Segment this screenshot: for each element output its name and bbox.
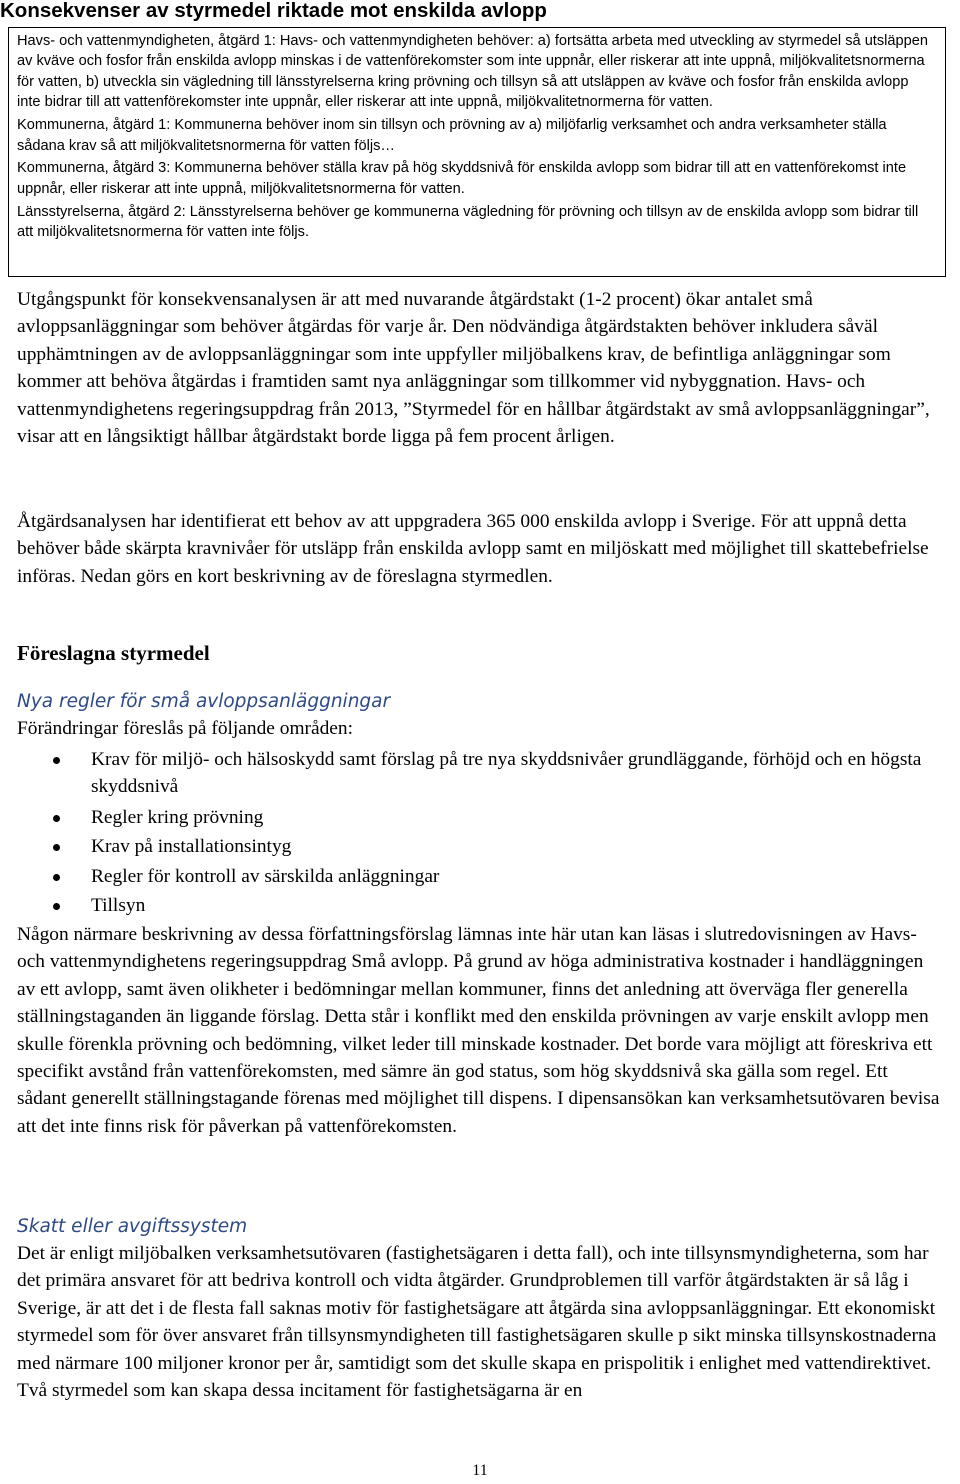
body-paragraph: Någon närmare beskrivning av dessa författningsförslag lämnas inte här utan kan läsas i slutredovisningen av Havs- och vattenmyndighetens regeringsuppdrag Små avlopp. På grund av höga administrativa kostnader i handläggningen av ett avlopp, samt även olikheter i bedömningar mellan kommuner, finns det anledning att överväga fler generella ställningstaganden än liggande förslag. Detta står i konflikt med den enskilda prövningen av varje enskilt avlopp men skulle förenkla prövning och bedömning, vilket leder till minskade kostnader. Det borde vara möjligt att föreskriva ett specifikt avstånd från vattenförekomsten, med sämre än god status, som hög skyddsnivå ska gälla som regel. Ett sådant generellt ställningstagande förenas med möjlighet till dispens. I dipensansökan kan verksamhetsutövaren bevisa att det inte finns risk för påverkan på vattenförekomsten. [17,924,940,1137]
box-paragraph: Havs- och vattenmyndigheten, åtgärd 1: Havs- och vattenmyndigheten behöver: a) fortsätta arbeta med utveckling av styrmedel så utsläppen av kväve och fosfor från enskilda avlopp minskas i de vattenförekomster som inte uppnår, eller riskerar att inte uppnå, miljökvalitetsnormerna för vatten, b) utveckla sin vägledning till länsstyrelserna kring prövning och tillsyn så att utsläppen av kväve och fosfor från enskilda avlopp inte bidrar till att vattenförekomster inte uppnår, eller riskerar att inte uppnå, miljökvalitetnormerna för vatten. [17,33,928,111]
page-title: Konsekvenser av styrmedel riktade mot enskilda avlopp [0,0,547,22]
bullet-icon [53,844,60,851]
bullet-icon [53,757,60,764]
list-item [17,833,942,860]
section-heading: Föreslagna styrmedel [17,641,210,665]
list-item-text: Regler kring prövning [91,806,264,828]
subsection-heading: Skatt eller avgiftssystem [17,1216,248,1237]
list-item-text: Krav för miljö- och hälsoskydd samt förslag på tre nya skyddsnivåer grundläggande, förhöjd och en högsta skyddsnivå [91,749,922,798]
bullet-list [17,746,942,919]
intro-line: Förändringar föreslås på följande områden: [17,718,353,739]
list-item [17,746,942,801]
bullet-icon [53,874,60,881]
body-paragraph: Det är enligt miljöbalken verksamhetsutövaren (fastighetsägaren i detta fall), och inte tillsynsmyndigheterna, som har det primära ansvaret för att bedriva kontroll och vidta åtgärder. Grundproblemen till varför åtgärdstakten är så låg i Sverige, är att det i de flesta fall saknas motiv för fastighetsägare att åtgärda sina avloppsanläggningar. Ett ekonomiskt styrmedel som för över ansvaret från tillsynsmyndigheten till fastighetsägaren skulle p sikt minska tillsynskostnaderna med närmare 100 miljoner kronor per år, samtidigt som det skulle skapa en prispolitik i enlighet med vattendirektivet. Två styrmedel som kan skapa dessa incitament för fastighetsägarna är en [17,1243,937,1402]
list-item [17,892,942,919]
measures-box [8,27,946,277]
list-item [17,863,942,890]
box-paragraph: Kommunerna, åtgärd 3: Kommunerna behöver ställa krav på hög skyddsnivå för enskilda avlopp som bidrar till att en vattenförekomst inte uppnår, eller riskerar att inte uppnå, miljökvalitetsnormerna för vatten. [17,160,907,197]
body-paragraph: Åtgärdsanalysen har identifierat ett behov av att uppgradera 365 000 enskilda avlopp i Sverige. För att uppnå detta behöver både skärpta kravnivåer för utsläpp från enskilda avlopp samt en miljöskatt med möjlighet till skattebefrielse införas. Nedan görs en kort beskrivning av de föreslagna styrmedlen. [17,511,929,587]
list-item-text: Krav på installationsintyg [91,836,292,858]
body-paragraph: Utgångspunkt för konsekvensanalysen är att med nuvarande åtgärdstakt (1-2 procent) ökar antalet små avloppsanläggningar som behöver åtgärdas för varje år. Den nödvändiga åtgärdstakten behöver inkludera såväl upphämtningen av de avloppsanläggningar som inte uppfyller miljöbalkens krav, de befintliga anläggningar som kommer att behöva åtgärdas i framtiden samt nya anläggningar som tillkommer vid nybyggnation. Havs- och vattenmyndighetens regeringsuppdrag från 2013, ”Styrmedel för en hållbar åtgärdstakt av små avloppsanläggningar”, visar att en långsiktigt hållbar åtgärdstakt borde ligga på fem procent årligen. [17,289,930,448]
bullet-icon [53,815,60,822]
bullet-icon [53,903,60,910]
page-number: 11 [472,1462,488,1479]
list-item-text: Regler för kontroll av särskilda anläggningar [91,865,440,887]
box-paragraph: Kommunerna, åtgärd 1: Kommunerna behöver inom sin tillsyn och prövning av a) miljöfarlig verksamhet och andra verksamheter ställa sådana krav så att miljökvalitetsnormerna för vatten följs… [17,117,887,154]
list-item-text: Tillsyn [91,895,146,917]
subsection-heading: Nya regler för små avloppsanläggningar [17,691,391,712]
box-paragraph: Länsstyrelserna, åtgärd 2: Länsstyrelserna behöver ge kommunerna vägledning för prövning och tillsyn av de enskilda avlopp som bidrar till att miljökvalitetsnormerna för vatten inte följs. [17,203,919,241]
list-item [17,804,942,831]
